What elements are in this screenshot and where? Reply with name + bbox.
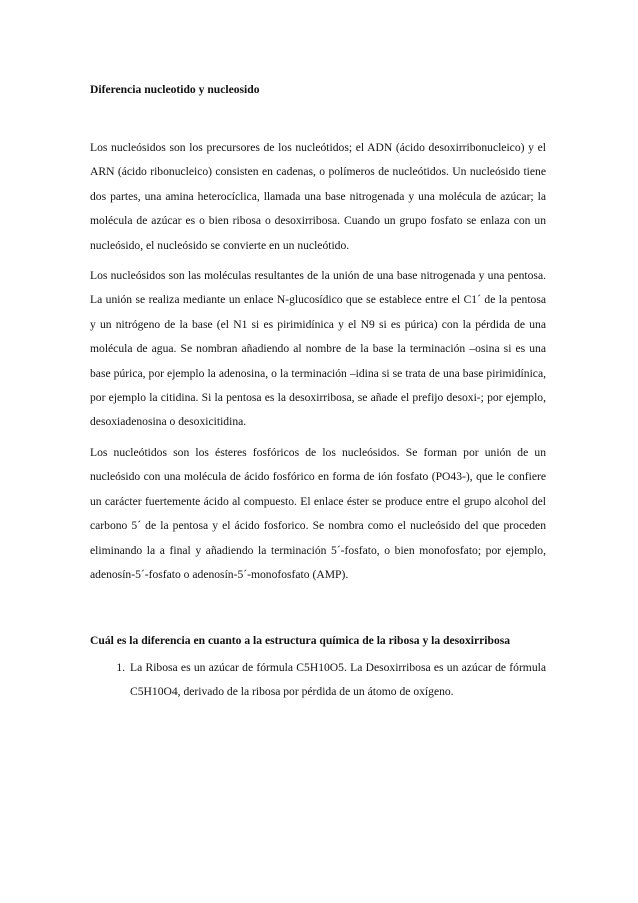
document-title: Diferencia nucleotido y nucleosido [90, 83, 260, 96]
paragraph-nucleosidos-precursores: Los nucleósidos son los precursores de los nucleótidos; el ADN (ácido desoxirribonucleico) y el ARN (ácido ribonucleico) consisten en cadenas, o polímeros de nucleótidos. Un nucleósido tiene dos partes, una amina heterocíclica, llamada una base nitrogenada y una molécula de azúcar; la molécula de azúcar es o bien ribosa o desoxirribosa. Cuando un grupo fosfato se enlaza con un nucleósido, el nucleósido se convierte en un nucleótido. [90, 141, 546, 252]
document-content [90, 82, 546, 705]
paragraph-nucleotidos-definicion: Los nucleótidos son los ésteres fosfóricos de los nucleósidos. Se forman por unión de un nucleósido con una molécula de ácido fosfórico en forma de ión fosfato (PO43-), que le confiere un carácter fuertemente ácido al compuesto. El enlace éster se produce entre el grupo alcohol del carbono 5´ de la pentosa y el ácido fosforico. Se nombra como el nucleósido del que proceden eliminando la a final y añadiendo la terminación 5´-fosfato, o bien monofosfato; por ejemplo, adenosín-5´-fosfato o adenosín-5´-monofosfato (AMP). [90, 445, 546, 581]
section-title-ribosa-desoxirribosa: Cuál es la diferencia en cuanto a la estructura química de la ribosa y la desoxirribosa [90, 634, 511, 648]
list-item: 1. La Ribosa es un azúcar de fórmula C5H10O5. La Desoxirribosa es un azúcar de fórmula C5H10O4, derivado de la ribosa por pérdida de un átomo de oxígeno. [128, 656, 546, 705]
answer-list [90, 656, 546, 705]
paragraph-nucleosidos-definicion: Los nucleósidos son las moléculas resultantes de la unión de una base nitrogenada y una pentosa. La unión se realiza mediante un enlace N-glucosídico que se establece entre el C1´ de la pentosa y un nitrógeno de la base (el N1 si es pirimidínica y el N9 si es púrica) con la pérdida de una molécula de agua. Se nombran añadiendo al nombre de la base la terminación –osina si es una base púrica, por ejemplo la adenosina, o la terminación –idina si se trata de una base pirimidínica, por ejemplo la citidina. Si la pentosa es la desoxirribosa, se añade el prefijo desoxi-; por ejemplo, desoxiadenosina o desoxicitidina. [90, 269, 546, 429]
